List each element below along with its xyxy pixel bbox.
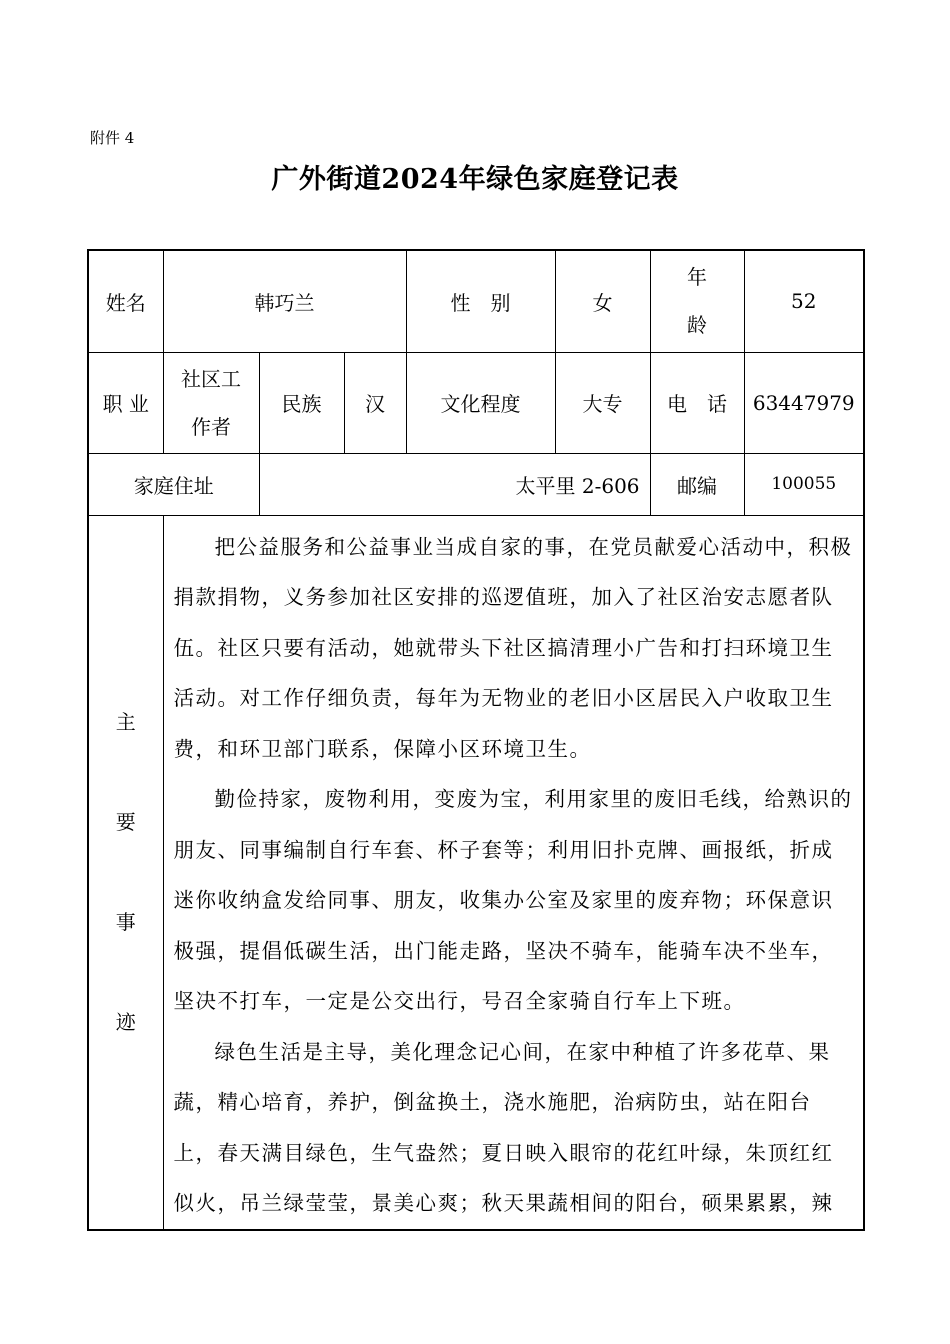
row-deeds xyxy=(88,515,864,1230)
gender-value: 女 xyxy=(555,250,650,352)
age-label-bottom: 龄 xyxy=(687,313,708,338)
age-label-top: 年 xyxy=(687,265,708,290)
phone-label: 电 话 xyxy=(650,352,744,453)
registration-form xyxy=(87,249,865,1231)
age-label xyxy=(650,250,744,352)
name-value: 韩巧兰 xyxy=(163,250,406,352)
address-value: 太平里 2-606 xyxy=(259,453,650,515)
row-occupation xyxy=(88,352,864,453)
ethnicity-value: 汉 xyxy=(344,352,406,453)
ethnicity-label: 民族 xyxy=(259,352,344,453)
attachment-label: 附件 4 xyxy=(90,129,135,147)
gender-label: 性 别 xyxy=(406,250,555,352)
deeds-label xyxy=(88,515,163,1230)
name-label: 姓名 xyxy=(88,250,163,352)
row-basic-info xyxy=(88,250,864,352)
occupation-value-line1: 社区工 xyxy=(181,366,241,391)
education-label: 文化程度 xyxy=(406,352,555,453)
deeds-label-char: 主 xyxy=(115,710,136,734)
page-title: 广外街道2024年绿色家庭登记表 xyxy=(271,164,679,195)
deeds-label-char: 迹 xyxy=(115,1010,136,1034)
phone-value: 63447979 xyxy=(744,352,864,453)
occupation-label: 职 业 xyxy=(88,352,163,453)
education-value: 大专 xyxy=(555,352,650,453)
address-label: 家庭住址 xyxy=(88,453,259,515)
row-address xyxy=(88,453,864,515)
occupation-value xyxy=(163,352,259,453)
deeds-label-char: 要 xyxy=(115,810,136,834)
occupation-value-line2: 作者 xyxy=(191,414,231,439)
age-value: 52 xyxy=(744,250,864,352)
deeds-content xyxy=(163,515,864,1230)
deeds-paragraph: 勤俭持家，废物利用，变废为宝，利用家里的废旧毛线，给熟识的朋友、同事编制自行车套、杯子套等；利用旧扑克牌、画报纸，折成迷你收纳盒发给同事、朋友，收集办公室及家里的废弃物；环保意识极强，提倡低碳生活，出门能走路，坚决不骑车，能骑车决不坐车，坚决不打车，一定是公交出行，号召全家骑自行车上下班。 xyxy=(173,787,853,1013)
deeds-paragraph: 绿色生活是主导，美化理念记心间，在家中种植了许多花草、果蔬，精心培育，养护，倒盆换土，浇水施肥，治病防虫，站在阳台上，春天满目绿色，生气盎然；夏日映入眼帘的花红叶绿，朱顶红红似火，吊兰绿莹莹，景美心爽；秋天果蔬相间的阳台，硕果累累，辣 xyxy=(173,1039,834,1215)
postcode-label: 邮编 xyxy=(650,453,744,515)
postcode-value: 100055 xyxy=(744,453,864,515)
deeds-label-char: 事 xyxy=(115,910,136,934)
deeds-paragraph: 把公益服务和公益事业当成自家的事，在党员献爱心活动中，积极捐款捐物，义务参加社区安排的巡逻值班，加入了社区治安志愿者队伍。社区只要有活动，她就带头下社区搞清理小广告和打扫环境卫生活动。对工作仔细负责，每年为无物业的老旧小区居民入户收取卫生费，和环卫部门联系，保障小区环境卫生。 xyxy=(173,534,853,761)
